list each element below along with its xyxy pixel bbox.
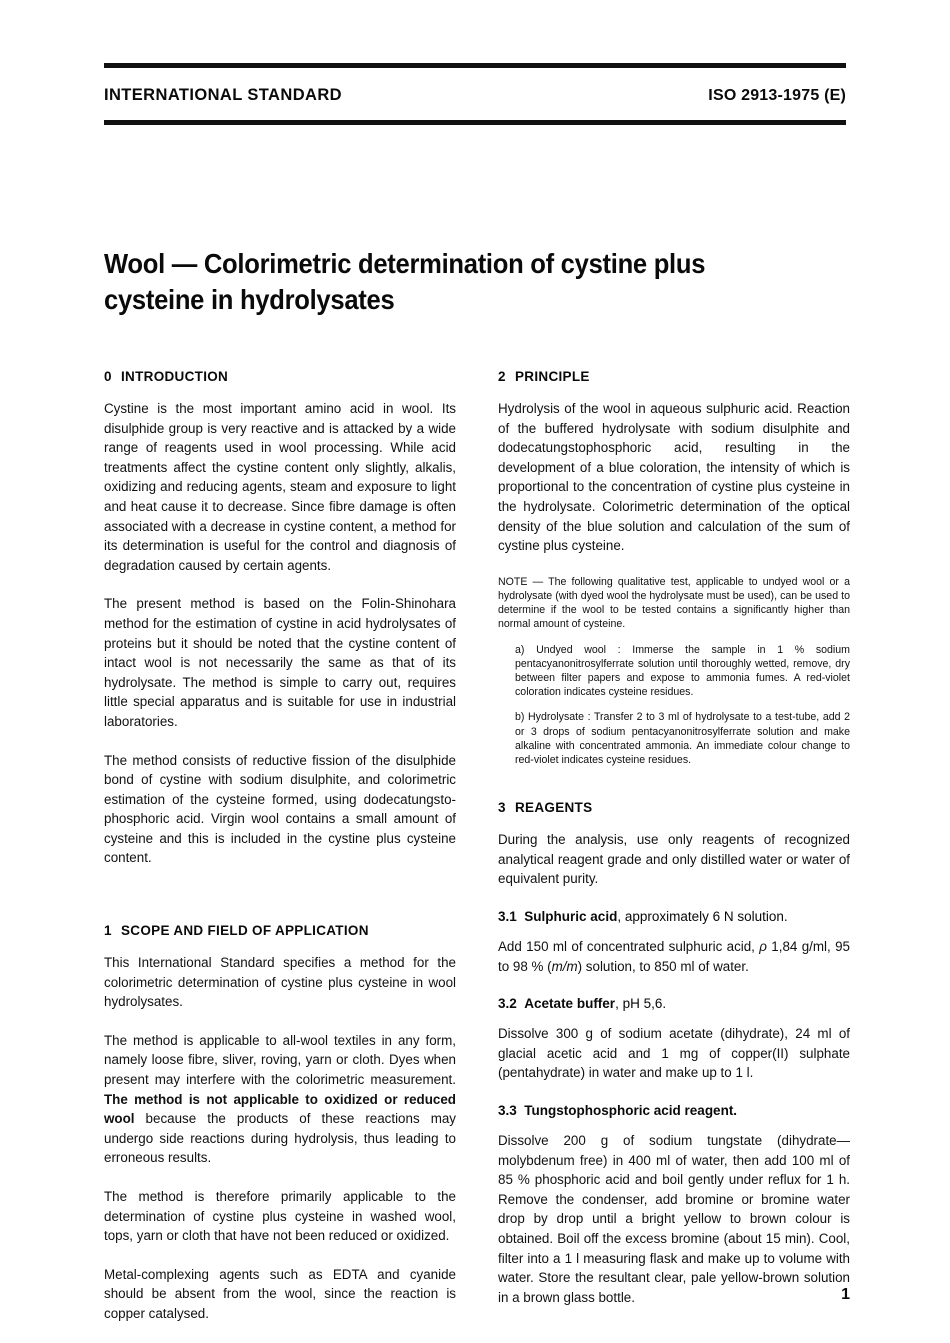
principle-note-item-a: a) Undyed wool : Immerse the sample in 1 % sodium pentacyanonitrosylferrate solution until thoroughly wetted, remove, dry between filter papers and expose to ammonia fumes. A red-violet coloration indicates cysteine residues. [515,643,850,699]
reagent-3-3-body: Dissolve 200 g of sodium tungstate (dihydrate—molybdenum free) in 400 ml of water, then add 100 ml of 85 % phosphoric acid and boil gently under reflux for 1 h. Remove the condenser, add bromine or bromine water drop by drop until a bright yellow to brown colour is obtained. Boil off the excess bromine (about 15 min). Cool, filter into a 1 l measuring flask and make up to volume with water. Store the resultant clear, pale yellow-brown solution in a brown glass bottle. [498,1132,850,1305]
section-spacer [104,887,456,923]
section-title-2: PRINCIPLE [515,369,590,384]
intro-paragraph-2: The present method is based on the Folin-Shinohara method for the estimation of cystine in acid hydrolysates of proteins but it should be noted that the cystine content of intact wool is not necessarily the same as that of its hydrolysate. The method is simple to carry out, requires little special apparatus and is suitable for use in industrial laboratories. [104,596,456,729]
body-columns [104,369,850,1343]
section-number-3: 3 [498,800,506,816]
section-number-2: 2 [498,369,506,384]
principle-paragraph-1: Hydrolysis of the wool in aqueous sulphuric acid. Reaction of the buffered hydrolysate with sodium disulphite and dodecatungstophosphoric acid, resulting in the development of a blue coloration, the intensity of which is proportional to the concentration of cystine plus cysteine in the hydrolysate. Colorimetric determination of the optical density of the blue solution and calculation of the sum of cystine plus cysteine. [498,401,850,554]
principle-note-item-b: b) Hydrolysate : Transfer 2 to 3 ml of hydrolysate to a test-tube, add 2 or 3 drops of sodium pentacyanonitrosylferrate solution and make alkaline with concentrated ammonia. An immediate colour change to red-violet indicates cysteine residues. [515,711,850,766]
scope-paragraph-1: This International Standard specifies a method for the colorimetric determination of cystine plus cysteine in wool hydrolysates. [104,955,456,1010]
standard-reference-label: ISO 2913-1975 (E) [708,87,846,104]
header-row [104,68,846,120]
subsection-number-3-3: 3.3 [498,1102,517,1118]
section-heading-scope [104,923,456,939]
scope-paragraph-4: Metal-complexing agents such as EDTA and cyanide should be absent from the wool, since the reaction is copper catalysed. [104,1266,456,1321]
reagent-3-1-mm-symbol: m/m [551,958,578,974]
standard-type-label: INTERNATIONAL STANDARD [104,86,342,104]
subsection-rest-3-1: , approximately 6 N solution. [617,908,788,924]
scope-p2-part1: The method is applicable to all-wool textiles in any form, namely loose fibre, sliver, roving, yarn or cloth. Dyes when present may interfere with the colorimetric measurement. [104,1032,456,1088]
subsection-heading-3-3 [498,1102,850,1119]
reagents-paragraph-1: During the analysis, use only reagents of recognized analytical reagent grade and only distilled water or water of equivalent purity. [498,832,850,887]
reagent-3-2-body: Dissolve 300 g of sodium acetate (dihydrate), 24 ml of glacial acetic acid and 1 mg of copper(II) sulphate (pentahydrate) in water and make up to 1 l. [498,1026,850,1081]
subsection-name-3-3: Tungstophosphoric acid reagent. [524,1102,738,1118]
section-spacer-2 [498,778,850,800]
subsection-number-3-1: 3.1 [498,908,517,924]
subsection-number-3-2: 3.2 [498,996,517,1012]
section-title-3: REAGENTS [515,800,593,816]
scope-p2-part2: because the products of these reactions may undergo side reactions during hydrolysis, thus leading to erroneous results. [104,1111,456,1166]
reagent-3-1-part1: Add 150 ml of concentrated sulphuric acid, [498,938,760,954]
section-number-0: 0 [104,369,112,384]
reagent-3-1-rho-symbol: ρ [759,938,767,954]
section-number-1: 1 [104,923,112,939]
reagent-3-1-part2: 1,84 g/ml, 95 to 98 % ( [498,938,850,974]
subsection-heading-3-2 [498,995,850,1012]
page-title: Wool — Colorimetric determination of cystine plus cysteine in hydrolysates [104,248,706,316]
page-number: 1 [841,1286,850,1303]
reagent-3-1-body [498,937,850,976]
section-heading-reagents [498,800,850,816]
left-column [104,369,456,1343]
principle-note: NOTE — The following qualitative test, applicable to undyed wool or a hydrolysate (with dyed wool the hydrolysate must be used), can be used to determine if the wool to be tested contains a significantly higher than normal amount of cysteine. [498,575,850,631]
intro-paragraph-1: Cystine is the most important amino acid in wool. Its disulphide group is very reactive and is attacked by a wide range of reagents used in wool processing. While acid treatments affect the cystine content only slightly, alkalis, oxidizing and reducing agents, steam and exposure to light and heat cause it to decrease. Since fibre damage is often associated with a decrease in cystine content, a method for its determination is useful for the control and diagnosis of degradation caused by certain agents. [104,401,456,573]
scope-paragraph-2 [104,1031,456,1168]
subsection-name-3-2: Acetate buffer [524,996,616,1012]
intro-paragraph-3: The method consists of reductive fission of the disulphide bond of cystine with sodium disulphite, and colorimetric estimation of the cysteine formed, using dodecatungsto-phosphoric acid. Virgin wool contains a small amount of cysteine and this is included in the cystine plus cysteine content. [104,752,456,866]
page-header [104,63,846,125]
subsection-rest-3-2: , pH 5,6. [615,996,667,1012]
right-column [498,369,850,1343]
section-heading-introduction [104,369,456,385]
section-heading-principle [498,369,850,385]
section-title-0: INTRODUCTION [121,369,229,384]
header-rule-bottom [104,120,846,125]
subsection-name-3-1: Sulphuric acid [524,908,618,924]
scope-paragraph-3: The method is therefore primarily applicable to the determination of cystine plus cysteine in washed wool, tops, yarn or cloth that have not been reduced or oxidized. [104,1189,456,1244]
subsection-heading-3-1 [498,908,850,925]
scope-p2-bold: The method is not applicable to oxidized or reduced wool [104,1091,456,1127]
section-title-1: SCOPE AND FIELD OF APPLICATION [121,923,369,939]
reagent-3-1-part3: ) solution, to 850 ml of water. [577,958,749,974]
